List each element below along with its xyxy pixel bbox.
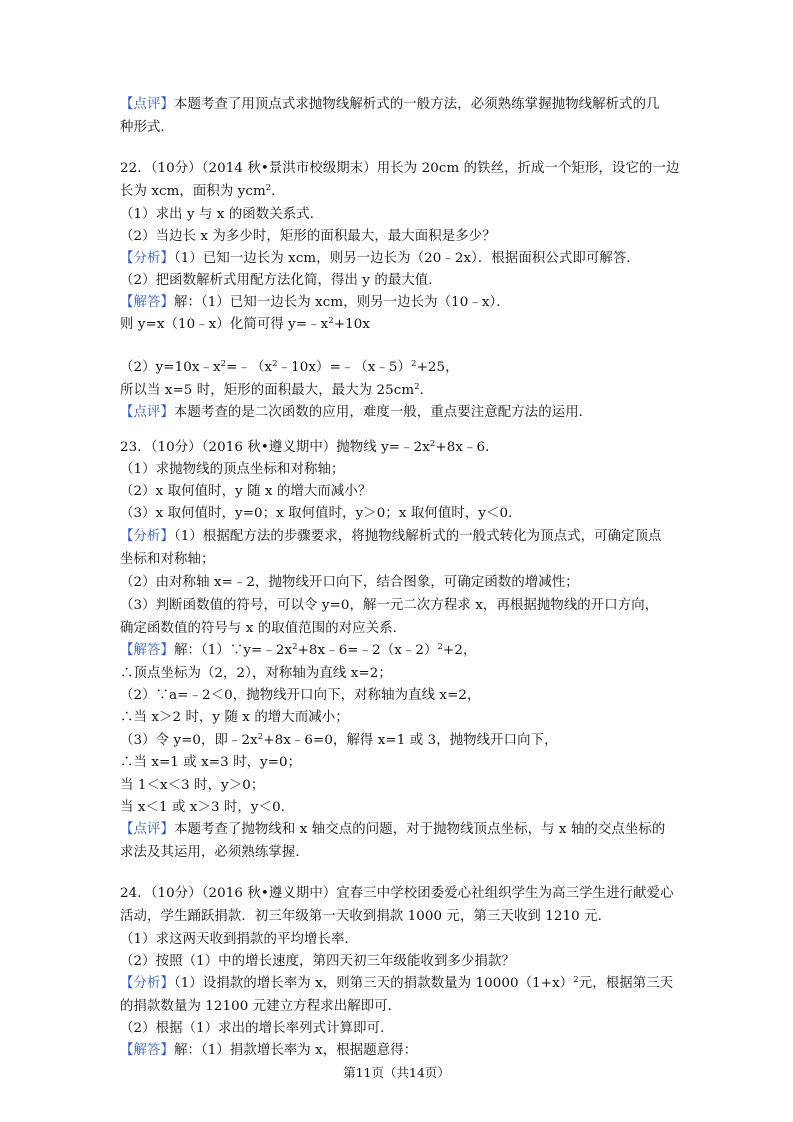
- label-tag: 【点评】: [120, 405, 174, 420]
- text-line: （3）令 y=0，即$﹣2x^2+8x﹣6=0$，解得 x=1 或 3，抛物线开口向下，: [120, 732, 558, 748]
- text-line: （1）求出 y 与 x 的函数关系式．: [120, 207, 324, 222]
- text-line: 求法及其运用，必须熟练掌握．: [120, 845, 309, 860]
- page-footer: 第11页（共14页）: [343, 1065, 450, 1080]
- label-tag: 【解答】: [120, 295, 174, 310]
- text-line: 【解答】解：（1）已知一边长为 xcm，则另一边长为（10﹣x）．: [120, 295, 510, 310]
- text-line: （2）x 取何值时，y 随 x 的增大而减小？: [120, 484, 372, 499]
- text-line: （3）判断函数值的符号，可以令 y=0，解一元二次方程求 x，再根据抛物线的开口方向，: [120, 598, 659, 613]
- text-line: ∴当 x＞2 时，y 随 x 的增大而减小；: [120, 710, 349, 725]
- text-line: 【点评】本题考查的是二次函数的应用，难度一般，重点要注意配方法的运用．: [120, 405, 593, 420]
- text-line: 坐标和对称轴；: [120, 552, 215, 567]
- text-line: （2）按照（1）中的增长速度，第四天初三年级能收到多少捐款？: [120, 954, 515, 969]
- question-24-title: 24．（10分）（2016 秋•遵义期中）宜春三中学校团委爱心社组织学生为高三学生进行献爱心: [120, 886, 674, 901]
- label-tag: 【分析】: [120, 251, 174, 266]
- label-tag: 【解答】: [120, 1043, 174, 1058]
- text-line: 确定函数值的符号与 x 的取值范围的对应关系．: [120, 621, 407, 636]
- question-22-title: 22．（10分）（2014 秋•景洪市校级期末）用长为 20cm 的铁丝，折成一个矩形，设它的一边: [120, 161, 680, 176]
- label-tag: 【点评】: [120, 822, 174, 837]
- text-line: 活动，学生踊跃捐款．初三年级第一天收到捐款 1000 元，第三天收到 1210 元．: [120, 909, 612, 924]
- text-line: 的捐款数量为 12100 元建立方程求出解即可．: [120, 999, 402, 1014]
- label-tag: 【分析】: [120, 529, 174, 544]
- text-line: ∴顶点坐标为（2，2），对称轴为直线 x=2；: [120, 666, 392, 681]
- text-line: （2）当边长 x 为多少时，矩形的面积最大，最大面积是多少？: [120, 229, 496, 244]
- text-line: ∴当 x=1 或 x=3 时，y=0；: [120, 755, 302, 770]
- text-line: （2）∵a=﹣2＜0，抛物线开口向下，对称轴为直线 x=2，: [120, 688, 481, 703]
- text-line: 【解答】解：$(1)\because y=﹣2x^2+8x﹣6=﹣2(x﹣2)^2+2$，: [120, 642, 477, 658]
- text-line: 【点评】本题考查了用顶点式求抛物线解析式的一般方法，必须熟练掌握抛物线解析式的几: [120, 97, 660, 112]
- text-line: （2）由对称轴 x=﹣2，抛物线开口向下，结合图象，可确定函数的增减性；: [120, 575, 579, 590]
- text-line: 则 y=x（10﹣x）化简可得 $y=﹣x^2+10x$: [120, 316, 371, 332]
- label-tag: 【解答】: [120, 643, 174, 658]
- text-line: 种形式．: [120, 120, 174, 135]
- text-line: 【分析】（1）已知一边长为 xcm，则另一边长为（20﹣2x）．根据面积公式即可解答．: [120, 251, 640, 266]
- text-line: （2）根据（1）求出的增长率列式计算即可．: [120, 1021, 394, 1036]
- text-line: 【解答】解：（1）捐款增长率为 x，根据题意得：: [120, 1043, 418, 1058]
- text-line: 【点评】本题考查了抛物线和 x 轴交点的问题，对于抛物线顶点坐标，与 x 轴的交点坐标的: [120, 822, 666, 837]
- text-line: 当 x＜1 或 x＞3 时，y＜0．: [120, 800, 295, 815]
- text-line: 当 1＜x＜3 时，y＞0；: [120, 778, 265, 793]
- text-line: （2）把函数解析式用配方法化简，得出 y 的最大值．: [120, 273, 442, 288]
- text-line: 所以当 x=5 时，矩形的面积最大，最大为 $25cm^2$．: [120, 382, 434, 398]
- label-tag: 【点评】: [120, 97, 174, 112]
- text-line: 【分析】（1）设捐款的增长率为 x，则第三天的捐款数量为 $10000(1+x)^2$元，根据第三天: [120, 975, 674, 991]
- text-line: （3）x 取何值时，y=0；x 取何值时，y＞0；x 取何值时，y＜0．: [120, 506, 522, 521]
- question-23-title: 23．（10分）（2016 秋•遵义期中）抛物线 $y=﹣2x^2+8x﹣6$．: [120, 439, 499, 455]
- text-line: （1）求抛物线的顶点坐标和对称轴；: [120, 462, 345, 477]
- text-line: $(2)y=10x﹣x^2=﹣(x^2﹣10x)=﹣(x﹣5)^2+25$，: [120, 359, 459, 375]
- text-line: （1）求这两天收到捐款的平均增长率．: [120, 932, 358, 947]
- text-line: 长为 xcm，面积为 ycm$^2$．: [120, 183, 285, 199]
- label-tag: 【分析】: [120, 976, 174, 991]
- text-line: 【分析】（1）根据配方法的步骤要求，将抛物线解析式的一般式转化为顶点式，可确定顶点: [120, 529, 662, 544]
